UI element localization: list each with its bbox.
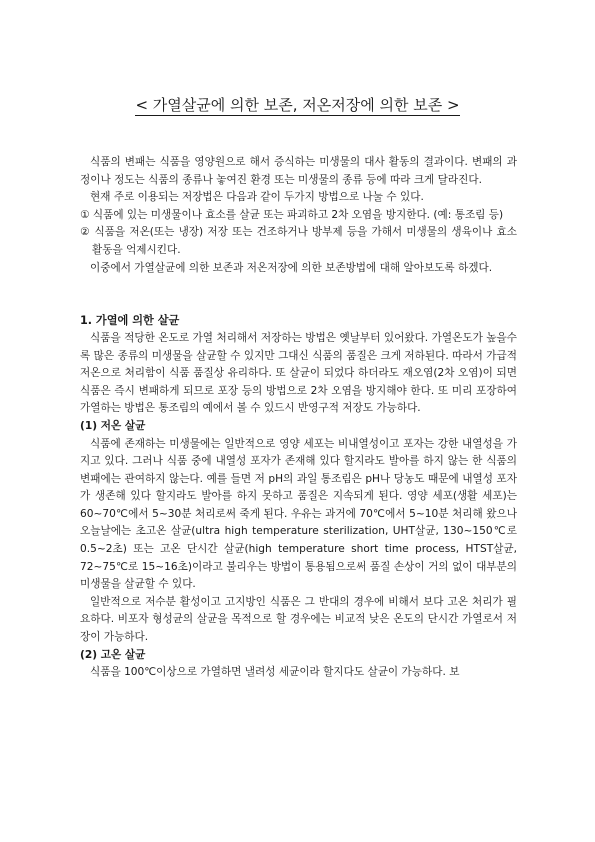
intro-list-item-2: ② 식품을 저온(또는 냉장) 저장 또는 건조하거나 방부제 등을 가해서 미생물의 생육이나 효소 활동을 억제시킨다. <box>80 226 517 256</box>
intro-paragraph-2: 현재 주로 이용되는 저장법은 다음과 같이 두가지 방법으로 나눌 수 있다. <box>90 191 424 204</box>
title-text: < 가열살균에 의한 보존, 저온저장에 의한 보존 > <box>135 96 460 114</box>
intro-paragraph-3: 이중에서 가열살균에 의한 보존과 저온저장에 의한 보존방법에 대해 알아보도록 하겠다. <box>90 261 493 274</box>
section-spacer <box>80 277 517 295</box>
section-heading: 1. 가열에 의한 살균 <box>80 314 180 328</box>
section-spacer <box>80 295 517 313</box>
section-paragraph: 식품을 적당한 온도로 가열 처리해서 저장하는 방법은 옛날부터 있어왔다. 가열온도가 높을수록 많은 종류의 미생물을 살균할 수 있지만 그대신 식품의 품질은 크게 저하된다. 따라서 가급적 저온으로 처리함이 식품 품질상 유리하다. 또 살균이 되었다 하더라도 재오염(2차 오염)이 되면 식품은 즉시 변패하게 되므로 포장 등의 방법으로 2차 오염을 방지해야 한다. 또 미리 포장하여 가열하는 방법은 통조림의 예에서 볼 수 있드시 반영구적 저장도 가능하다. <box>80 331 517 415</box>
document-body <box>80 154 517 682</box>
subsection-heading-low-temp: (1) 저온 살균 <box>80 419 146 432</box>
subsection-paragraph: 식품을 100℃이상으로 가열하면 낼려성 세균이라 할지다도 살균이 가능하다. 보 <box>90 666 460 679</box>
subsection-paragraph: 식품에 존재하는 미생물에는 일반적으로 영양 세포는 비내열성이고 포자는 강한 내열성을 가지고 있다. 그러나 식품 중에 내열성 포자가 존재해 있다 할지라도 발아를 하지 않는 한 식품의 변패에는 관여하지 않는다. 예를 들면 저 pH의 과일 통조림은 pH나 당농도 때문에 내열성 포자가 생존해 있다 할지라도 발아를 하지 못하고 품질은 지속되게 된다. 영양 세포(생활 세포)는 60~70℃에서 5~30분 처리로써 죽게 된다. 우유는 과거에 70℃에서 5~10분 처리해 왔으나 오늘날에는 초고온 살균(ultra high temperature sterilization, UHT살균, 130~150℃로 0.5~2초) 또는 고온 단시간 살균(high temperature short time process, HTST살균, 72~75℃로 15~16초)이라고 불리우는 방법이 통용됨으로써 품질 손상이 거의 없이 대부분의 미생물을 살균할 수 있다. <box>80 437 517 591</box>
subsection-paragraph: 일반적으로 저수분 활성이고 고지방인 식품은 그 반대의 경우에 비해서 보다 고온 처리가 필요하다. 비포자 형성균의 살균을 목적으로 할 경우에는 비교적 낮은 온도의 단시간 가열로서 저장이 가능하다. <box>80 595 517 644</box>
subsection-heading-high-temp: (2) 고온 살균 <box>80 648 146 661</box>
intro-paragraph-1: 식품의 변패는 식품을 영양원으로 해서 증식하는 미생물의 대사 활동의 결과이다. 변패의 과정이나 정도는 식품의 종류나 놓여진 환경 또는 미생물의 종류 등에 따라 크게 달라진다. <box>80 156 517 186</box>
intro-list-item-1: ① 식품에 있는 미생물이나 효소를 살균 또는 파괴하고 2차 오염을 방지한다. (예: 통조림 등) <box>80 208 504 221</box>
document-title <box>0 95 595 115</box>
